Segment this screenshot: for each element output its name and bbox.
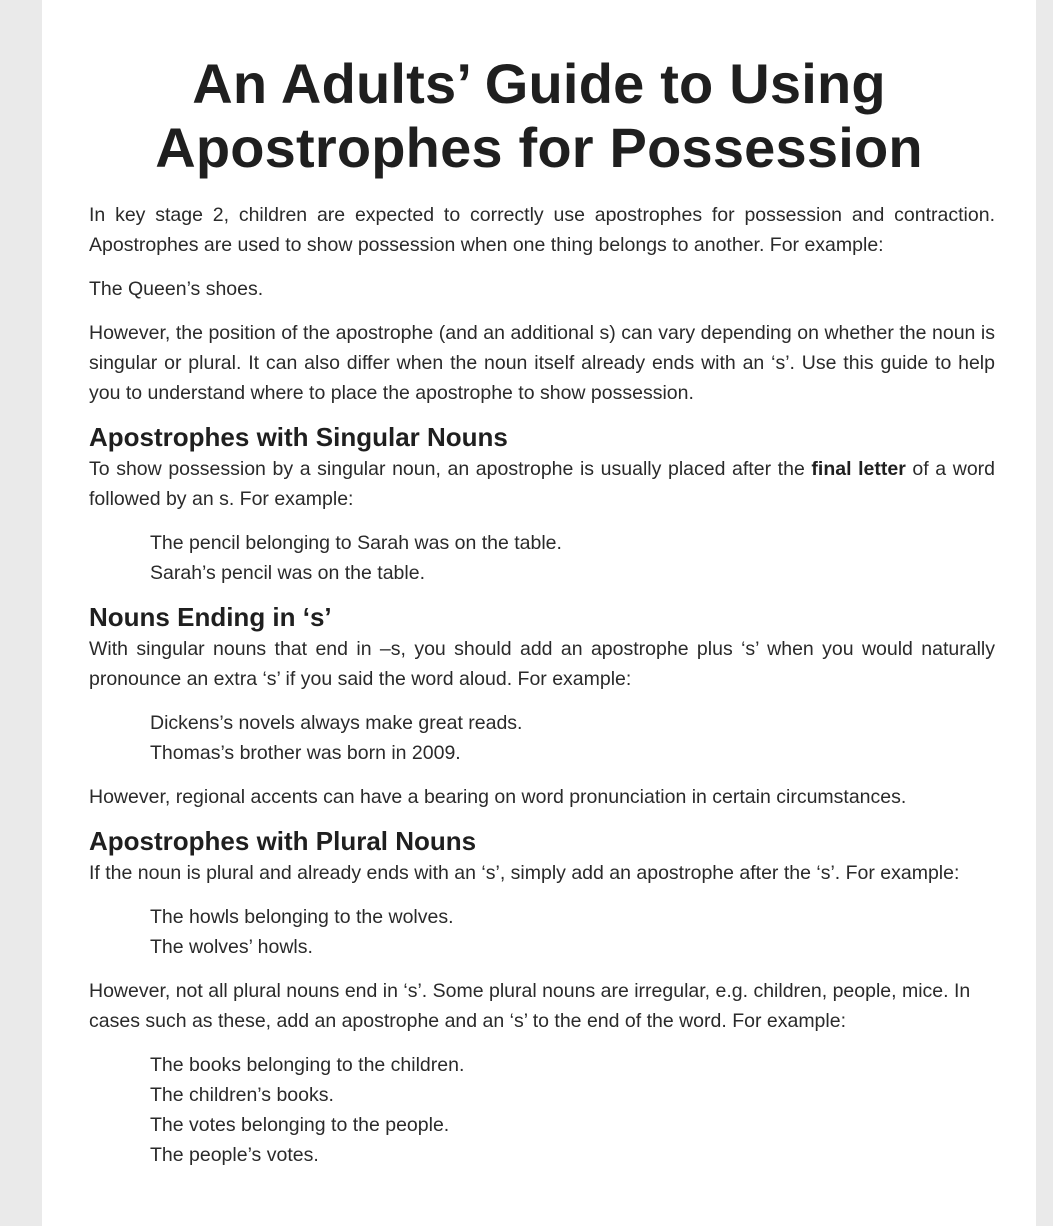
example-line: Sarah’s pencil was on the table. (150, 562, 425, 584)
section-heading-ending-s: Nouns Ending in ‘s’ (89, 602, 332, 632)
plural-paragraph: If the noun is plural and already ends with an ‘s’, simply add an apostrophe after the ‘s’. For example: (89, 862, 960, 884)
plural-paragraph-2: However, not all plural nouns end in ‘s’. Some plural nouns are irregular, e.g. children, people, mice. In cases such as these, add an apostrophe and an ‘s’ to the end of the word. For example: (89, 980, 971, 1032)
example-line: The wolves’ howls. (150, 936, 313, 958)
intro-paragraph-2: However, the position of the apostrophe (and an additional s) can vary depending on whether the noun is singular or plural. It can also differ when the noun itself already ends with an ‘s’. Use this guide to help you to understand where to place the apostrophe to show possession. (89, 322, 995, 404)
document-body (89, 200, 995, 1184)
example-line: The votes belonging to the people. (150, 1114, 450, 1136)
section-heading-singular: Apostrophes with Singular Nouns (89, 422, 508, 452)
intro-paragraph: In key stage 2, children are expected to correctly use apostrophes for possession and contraction. Apostrophes are used to show possession when one thing belongs to another. For example: (89, 204, 995, 256)
example-line: Dickens’s novels always make great reads. (150, 712, 523, 734)
example-line: The howls belonging to the wolves. (150, 906, 454, 928)
page-title (0, 52, 1053, 180)
example-line: Thomas’s brother was born in 2009. (150, 742, 461, 764)
example-line: The people’s votes. (150, 1144, 319, 1166)
title-line-2: Apostrophes for Possession (155, 116, 923, 179)
example-line: The pencil belonging to Sarah was on the table. (150, 532, 562, 554)
title-line-1: An Adults’ Guide to Using (192, 52, 886, 115)
ending-s-paragraph: With singular nouns that end in –s, you should add an apostrophe plus ‘s’ when you would naturally pronounce an extra ‘s’ if you said the word aloud. For example: (89, 638, 995, 690)
plural-examples-irregular (150, 1050, 995, 1170)
section-heading-plural: Apostrophes with Plural Nouns (89, 826, 477, 856)
singular-examples (150, 528, 995, 588)
example-line: The books belonging to the children. (150, 1054, 465, 1076)
singular-text-bold: final letter (811, 458, 906, 480)
document-page (42, 0, 1036, 1226)
ending-s-note: However, regional accents can have a bearing on word pronunciation in certain circumstances. (89, 786, 907, 808)
intro-example: The Queen’s shoes. (89, 278, 264, 300)
ending-s-examples (150, 708, 995, 768)
singular-paragraph (89, 454, 995, 514)
plural-examples (150, 902, 995, 962)
singular-text-after: of a word followed by an s. For example: (89, 458, 996, 510)
singular-text-before: To show possession by a singular noun, an apostrophe is usually placed after the (89, 458, 812, 480)
example-line: The children’s books. (150, 1084, 334, 1106)
